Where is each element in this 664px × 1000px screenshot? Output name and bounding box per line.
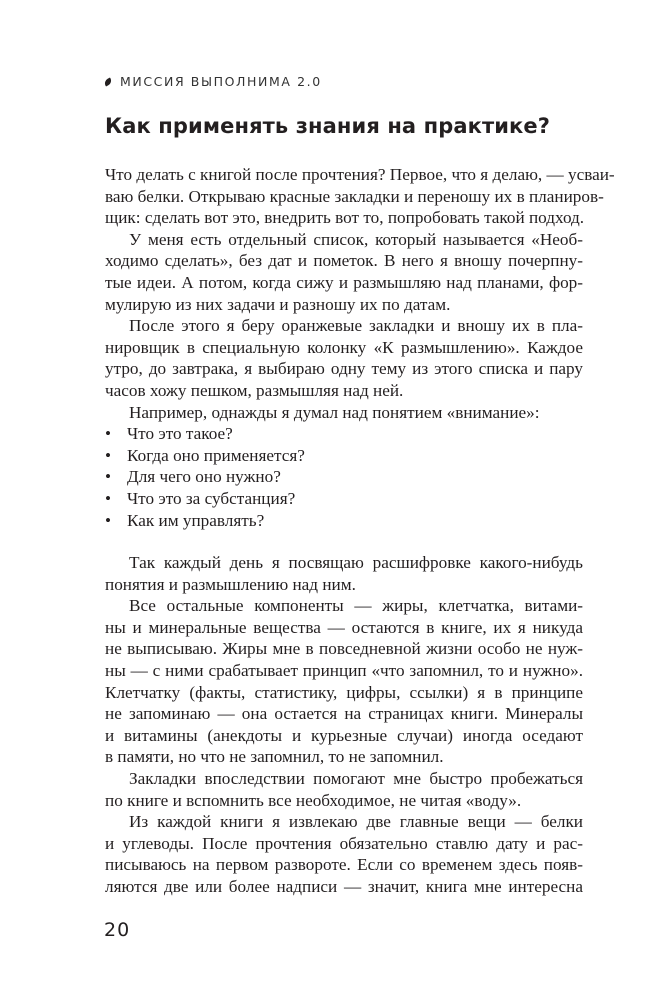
- text-line: мулирую из них задачи и разношу их по датам.: [105, 294, 451, 314]
- text-line: нировщик в специальную колонку «К размышлению». Каждое: [105, 337, 583, 357]
- bullet-item: [105, 488, 583, 510]
- text-line: Например, однажды я думал над понятием «внимание»:: [129, 402, 540, 422]
- bullet-text: Для чего оно нужно?: [127, 467, 281, 487]
- bullet-icon: •: [105, 445, 112, 465]
- bullet-text: Когда оно применяется?: [127, 445, 305, 465]
- bullet-text: Как им управлять?: [127, 510, 265, 530]
- text-line: ны — с ними срабатывает принцип «что запомнил, то и нужно».: [105, 660, 583, 680]
- text-line: по книге и вспомнить все необходимое, не читая «воду».: [105, 790, 522, 810]
- body-text-top: [105, 164, 615, 531]
- bullet-item: [105, 510, 583, 532]
- body-text-bottom: [105, 552, 583, 898]
- text-line: писываюсь на первом развороте. Если со временем здесь появ-: [105, 855, 583, 875]
- text-line: тые идеи. А потом, когда сижу и размышляю над планами, фор-: [105, 272, 583, 292]
- text-line: Клетчатку (факты, статистику, цифры, ссылки) я в принципе: [105, 682, 583, 702]
- text-line: Что делать с книгой после прочтения? Первое, что я делаю, — усваи-: [105, 165, 615, 184]
- text-line: щик: сделать вот это, внедрить вот то, попробовать такой подход.: [105, 208, 585, 228]
- bullet-icon: •: [105, 424, 112, 444]
- text-line: ны и минеральные вещества — остаются в книге, их я никуда: [105, 617, 583, 637]
- text-line: утро, до завтрака, я выбираю одну тему из этого списка и пару: [105, 359, 583, 379]
- text-line: не выписываю. Жиры мне в повседневной жизни особо не нуж-: [105, 639, 583, 659]
- running-header-text: МИССИЯ ВЫПОЛНИМА 2.0: [120, 74, 322, 89]
- bullet-text: Что это за субстанция?: [127, 488, 296, 508]
- text-line: понятия и размышлению над ним.: [105, 574, 356, 594]
- bullet-item: [105, 466, 583, 488]
- text-line: часов хожу пешком, размышляя над ней.: [105, 380, 404, 400]
- page-number: 20: [104, 919, 131, 941]
- bullet-item: [105, 423, 583, 445]
- text-line: У меня есть отдельный список, который называется «Необ-: [129, 229, 583, 249]
- bullet-text: Что это такое?: [127, 424, 233, 444]
- text-line: и витамины (анекдоты и курьезные случаи) иногда оседают: [105, 725, 583, 745]
- leaf-icon: [103, 77, 113, 86]
- text-line: Закладки впоследствии помогают мне быстро пробежаться: [129, 768, 583, 788]
- text-line: ляются две или более надписи — значит, книга мне интересна: [105, 876, 583, 896]
- text-line: Так каждый день я посвящаю расшифровке какого-нибудь: [129, 553, 583, 572]
- text-line: Все остальные компоненты — жиры, клетчатка, витами-: [129, 596, 583, 616]
- text-line: и углеводы. После прочтения обязательно ставлю дату и рас-: [105, 833, 583, 853]
- text-line: не запоминаю — она остается на страницах книги. Минералы: [105, 704, 583, 724]
- text-line: ходимо сделать», без дат и пометок. В него я вношу почерпну-: [105, 251, 583, 271]
- bullet-icon: •: [105, 510, 112, 530]
- text-line: ваю белки. Открываю красные закладки и переношу их в планиров-: [105, 186, 604, 206]
- text-line: Из каждой книги я извлекаю две главные вещи — белки: [129, 812, 583, 832]
- section-heading: Как применять знания на практике?: [105, 114, 551, 138]
- bullet-item: [105, 445, 583, 467]
- text-line: После этого я беру оранжевые закладки и вношу их в пла-: [129, 316, 583, 336]
- bullet-icon: •: [105, 467, 112, 487]
- text-line: в памяти, но что не запомнил, то не запомнил.: [105, 747, 444, 767]
- running-header: [104, 74, 322, 89]
- bullet-icon: •: [105, 488, 112, 508]
